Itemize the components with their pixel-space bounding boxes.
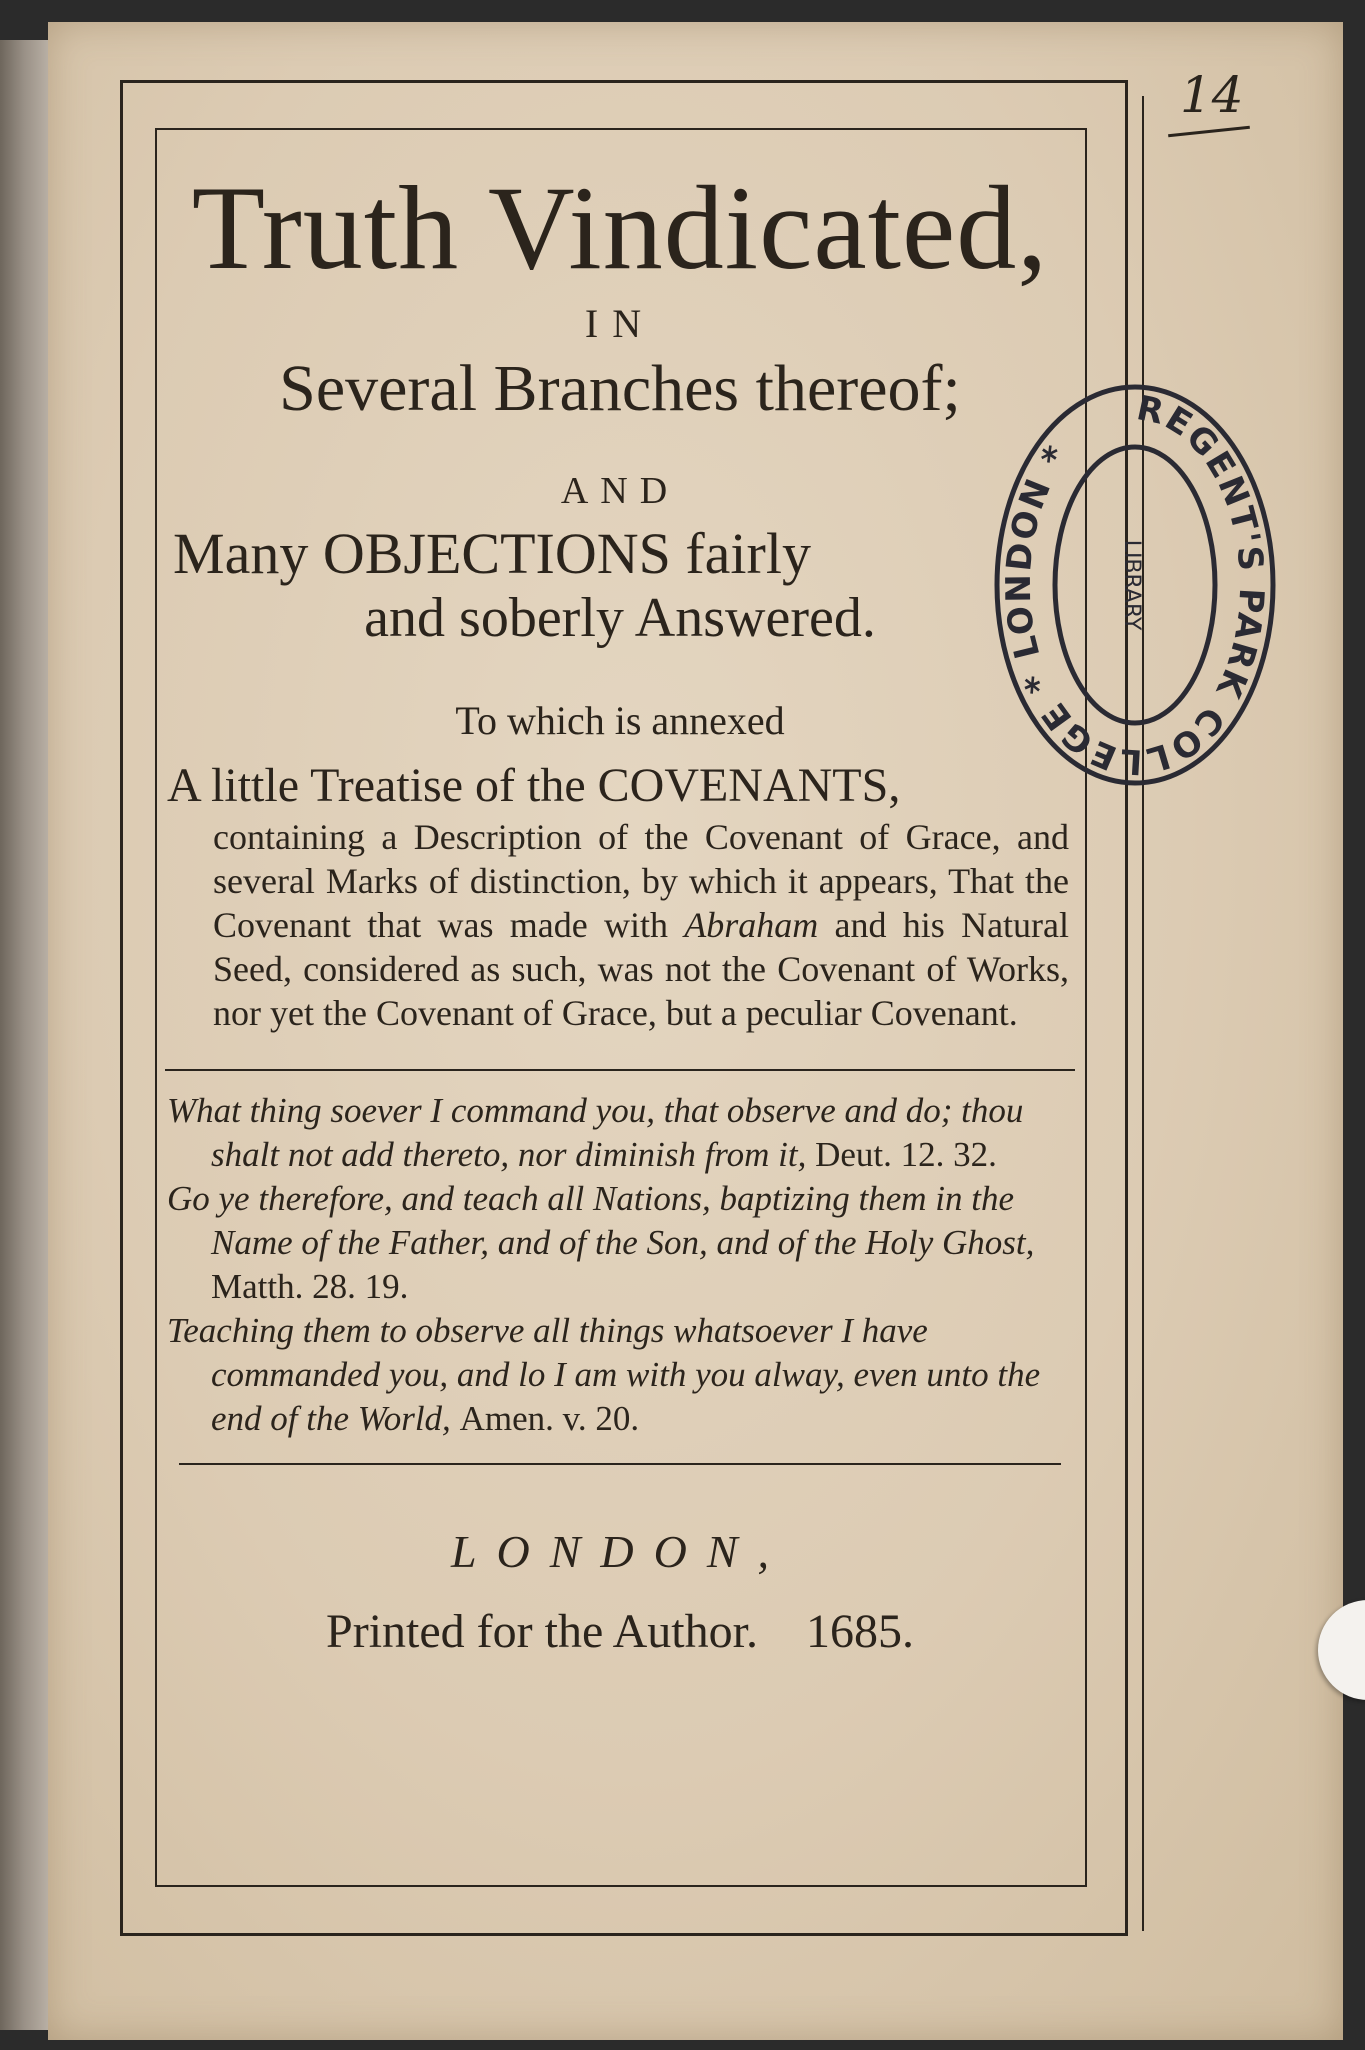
library-stamp-icon (990, 380, 1280, 790)
description-text-1: containing a Description of the Covenant of Grace, and several Marks of distinction, by which it appears, That the Covenant that was made with (213, 817, 1069, 945)
quote-item (165, 1177, 1069, 1309)
subtitle: Several Branches thereof; (279, 352, 961, 425)
stamp-inner-text: LIBRARY (1119, 539, 1144, 631)
quote-text: Teaching them to observe all things whatsoever I have commanded you, and lo I am with you alway, even unto the end of the World, (167, 1311, 1041, 1438)
description-italic-name: Abraham (684, 905, 819, 945)
quote-reference: Amen. v. 20. (459, 1399, 640, 1438)
objections-line: Many OBJECTIONS fairly (173, 521, 811, 586)
outer-border-right-rule (1142, 96, 1144, 1931)
imprint-printer: Printed for the Author. (326, 1605, 758, 1658)
main-title: Truth Vindicated, (191, 161, 1049, 294)
quote-text: What thing soever I command you, that observe and do; thou shalt not add thereto, nor diminish from it, (167, 1091, 1024, 1174)
and-line: AND (560, 470, 680, 512)
imprint-line (165, 1604, 1075, 1659)
quote-reference: Matth. 28. 19. (211, 1267, 409, 1306)
imprint-place: LONDON, (450, 1526, 790, 1577)
annexed-line: To which is annexed (455, 698, 785, 743)
in-line: IN (584, 301, 656, 346)
soberly-line: and soberly Answered. (364, 587, 876, 649)
quote-reference: Deut. 12. 32. (815, 1135, 997, 1174)
handwritten-shelfmark: 14 (1180, 66, 1244, 124)
scripture-quotes (165, 1089, 1075, 1441)
section-divider-lower (179, 1463, 1061, 1465)
description-text-2: and his Natural Seed, considered as such, was not the Covenant of Works, nor yet the Covenant of Grace, but a peculiar Covenant. (213, 905, 1070, 1033)
stamp-ring-text: REGENT'S PARK COLLEGE * LONDON * (998, 388, 1272, 782)
quote-item (165, 1309, 1069, 1441)
section-divider (165, 1069, 1075, 1071)
treatise-line: A little Treatise of the COVENANTS, (167, 759, 901, 812)
quote-item (165, 1089, 1069, 1177)
title-page-text (165, 140, 1075, 1659)
treatise-description (165, 815, 1075, 1035)
imprint-year: 1685. (805, 1605, 914, 1658)
quote-text: Go ye therefore, and teach all Nations, baptizing them in the Name of the Father, and of the Son, and of the Holy Ghost, (167, 1179, 1035, 1262)
